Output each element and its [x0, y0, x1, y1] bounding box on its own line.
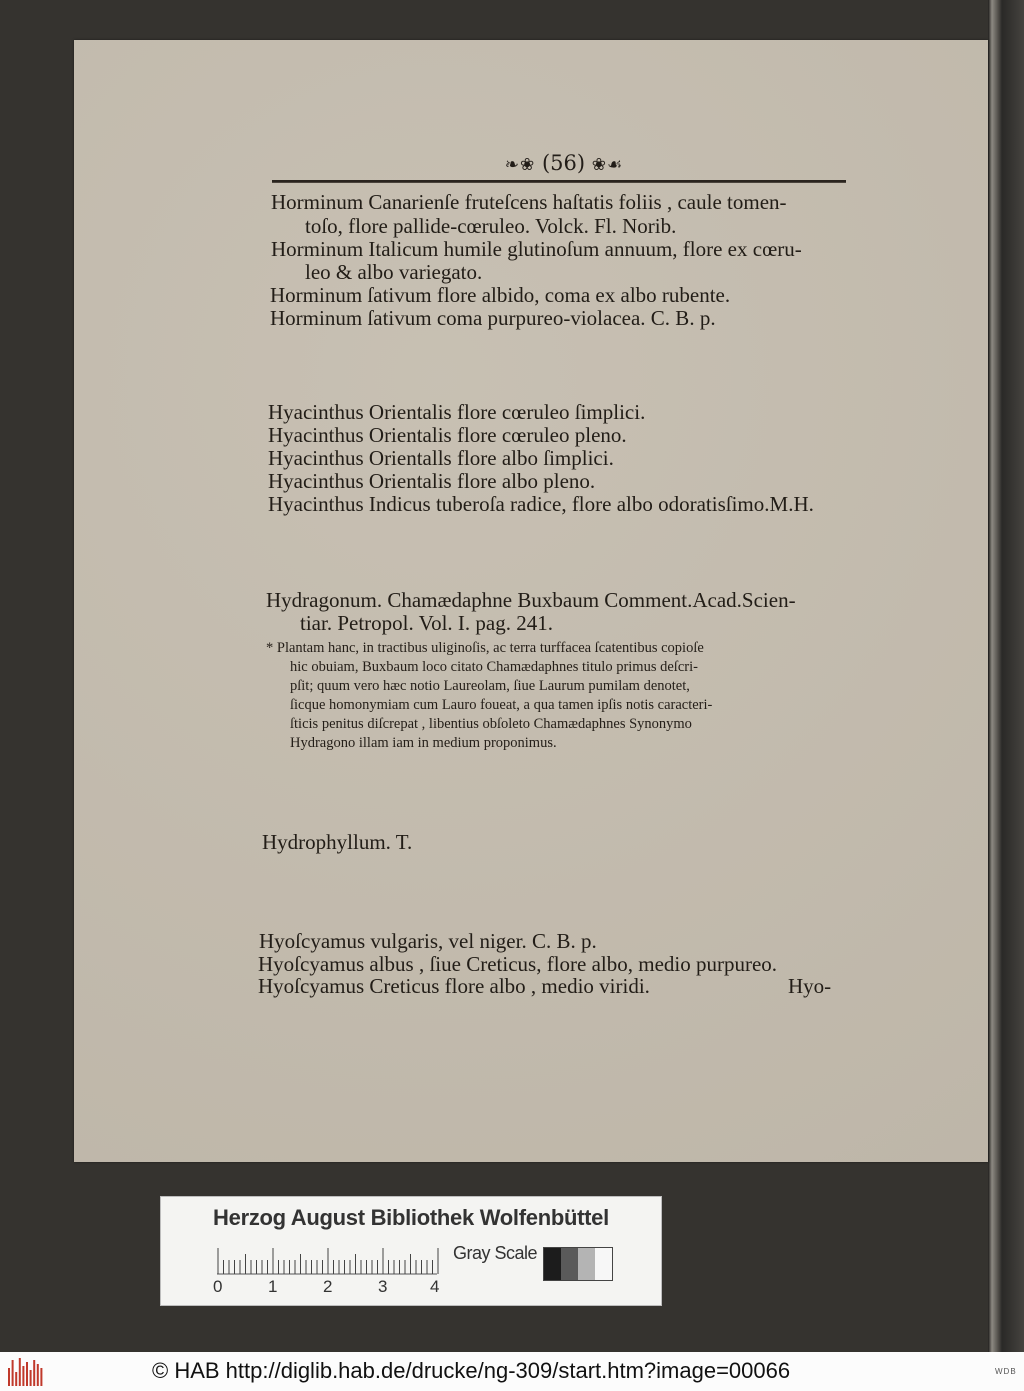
page-number: (56): [541, 151, 586, 175]
logo-bar: [12, 1360, 14, 1386]
text-line: leo & albo variegato.: [305, 260, 483, 284]
gray-scale-swatches: [543, 1247, 613, 1281]
ruler-number: 1: [268, 1277, 278, 1296]
logo-bar: [19, 1358, 21, 1386]
logo-bar: [30, 1370, 32, 1386]
ruler-number: 2: [323, 1277, 333, 1296]
text-line: Hydrophyllum. T.: [262, 830, 413, 854]
text-line: Hyacinthus Orientalis flore cœruleo ſimplici.: [268, 400, 646, 424]
ruler-number: 4: [430, 1277, 440, 1296]
ruler-numbers: [213, 1277, 453, 1299]
ruler: [217, 1245, 443, 1275]
logo-bar: [22, 1366, 24, 1386]
ornament-right-icon: ❀☙: [591, 155, 624, 175]
text-line: Horminum ſativum coma purpureo-violacea. C. B. p.: [270, 306, 716, 330]
color-calibration-card: [160, 1196, 662, 1306]
gray-swatch: [561, 1248, 578, 1280]
hab-logo-icon: [6, 1356, 46, 1388]
text-line: Horminum Italicum humile glutinoſum annuum, flore ex cœru-: [271, 237, 802, 261]
text-line: Horminum ſativum flore albido, coma ex albo rubente.: [270, 283, 731, 307]
gray-swatch: [578, 1248, 595, 1280]
text-line: Hyacinthus Orientalis flore cœruleo pleno.: [268, 423, 627, 447]
note-line: * Plantam hanc, in tractibus uliginoſis, ac terra turffacea ſcatentibus copioſe: [266, 640, 704, 656]
text-line: Horminum Canarienſe fruteſcens haſtatis foliis , caule tomen-: [271, 190, 787, 214]
note-line: pſit; quum vero hæc notio Laureolam, ſiue Laurum pumilam denotet,: [290, 678, 690, 694]
note-line: Hydragono illam iam in medium proponimus.: [290, 735, 557, 751]
note-line: ſticis penitus diſcrepat , libentius obſoleto Chamædaphnes Synonymo: [290, 716, 692, 732]
logo-bar: [26, 1362, 28, 1386]
text-line: Hyacinthus Indicus tuberoſa radice, flore albo odoratisſimo.M.H.: [268, 492, 814, 516]
ruler-number: 0: [213, 1277, 223, 1296]
text-line: Hyacinthus Orientalls flore albo ſimplici.: [268, 446, 614, 470]
logo-bar: [33, 1360, 35, 1386]
text-line: Hyoſcyamus albus , ſiue Creticus, flore albo, medio purpureo.: [258, 952, 778, 976]
logo-bar: [8, 1368, 10, 1386]
text-line: tiar. Petropol. Vol. I. pag. 241.: [300, 611, 553, 635]
note-line: hic obuiam, Buxbaum loco citato Chamædaphnes titulo primus deſcri-: [290, 659, 698, 675]
text-line: Hyoſcyamus vulgaris, vel niger. C. B. p.: [259, 929, 597, 953]
ruler-number: 3: [378, 1277, 388, 1296]
header-rule: [272, 180, 846, 183]
note-line: ſicque homonymiam cum Lauro foueat, a qua tamen ipſis notis caracteri-: [290, 697, 713, 713]
gray-swatch: [595, 1248, 612, 1280]
page-header: [494, 150, 634, 176]
footer-code: WDB: [995, 1367, 1017, 1376]
text-line: toſo, flore pallide-cœruleo. Volck. Fl. Norib.: [305, 214, 677, 238]
gray-scale-label: Gray Scale: [453, 1243, 538, 1263]
gray-swatch: [544, 1248, 561, 1280]
logo-bar: [37, 1364, 39, 1386]
catchword: Hyo-: [788, 974, 832, 998]
logo-bar: [15, 1372, 17, 1386]
card-title: Herzog August Bibliothek Wolfenbüttel: [213, 1205, 609, 1230]
text-line: Hydragonum. Chamædaphne Buxbaum Comment.Acad.Scien-: [266, 588, 796, 612]
book-edge: [988, 0, 1024, 1352]
footer-copyright: © HAB http://diglib.hab.de/drucke/ng-309/start.htm?image=00066: [152, 1358, 791, 1383]
ornament-left-icon: ❧❀: [504, 155, 536, 175]
text-line: Hyacinthus Orientalis flore albo pleno.: [268, 469, 596, 493]
logo-bar: [40, 1368, 42, 1386]
text-line: Hyoſcyamus Creticus flore albo , medio viridi.: [258, 974, 650, 998]
